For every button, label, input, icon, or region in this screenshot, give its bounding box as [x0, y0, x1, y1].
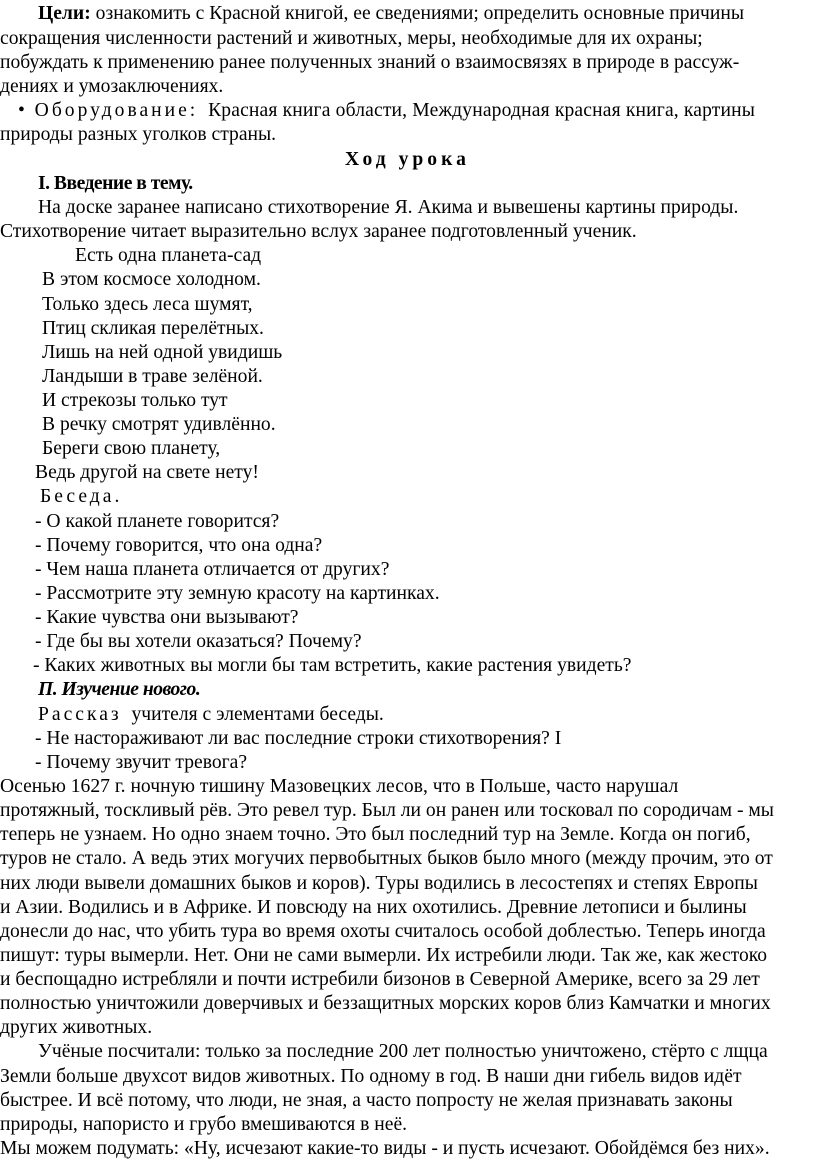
paragraph-2-line: быстрее. И всё потому, что люди, не зная, а часто попросту не желая признавать законы — [0, 1090, 733, 1111]
section-1-line-2: Стихотворение читает выразительно вслух заранее подготовленный ученик. — [0, 221, 637, 242]
equipment-line-2: природы разных уголков страны. — [0, 124, 277, 145]
question-item: - Где бы вы хотели оказаться? Почему? — [35, 631, 362, 652]
poem-line: Только здесь леса шумят, — [42, 294, 253, 315]
section-1-line-1: На доске заранее написано стихотворение Я. Акима и вывешены картины природы. — [38, 197, 739, 218]
poem-line: В речку смотрят удивлённо. — [42, 414, 276, 435]
paragraph-1-line: и беспощадно истребляли и почти истребили бизонов в Северной Америке, всего за 29 лет — [0, 969, 760, 990]
paragraph-1-line: туров не стало. А ведь этих могучих первобытных быков было много (между прочим, это от — [0, 848, 773, 869]
poem-line: Ландыши в траве зелёной. — [42, 366, 263, 387]
question-item: - Чем наша планета отличается от других? — [35, 559, 390, 580]
goals-line-2: сокращения численности растений и животных, меры, необходимые для их охраны; — [0, 28, 703, 49]
paragraph-1-line: протяжный, тоскливый рёв. Это ревел тур. Был ли он ранен или тосковал по сородичам - мы — [0, 800, 774, 821]
poem-line: Есть одна планета-сад — [75, 245, 262, 266]
poem-line: Береги свою планету, — [42, 438, 221, 459]
paragraph-1-line: них люди вывели домашних быков и коров). Туры водились в лесостепях и степях Европы — [0, 873, 758, 894]
poem-line: Лишь на ней одной увидишь — [42, 342, 283, 363]
question-item: - Почему говорится, что она одна? — [35, 535, 323, 556]
section-2-heading: П. Изучение нового. — [38, 679, 201, 700]
equipment-label: Оборудование: — [34, 100, 199, 121]
paragraph-2-line: природы, напористо и грубо вмешиваются в неё. — [0, 1114, 408, 1135]
lesson-title: Ход урока — [345, 149, 470, 170]
paragraph-1-line: других животных. — [0, 1017, 153, 1038]
paragraph-1-line: и Азии. Водились и в Африке. И повсюду на них охотились. Древние летописи и былины — [0, 897, 747, 918]
story-line: Рассказ учителя с элементами беседы. — [38, 704, 384, 725]
goals-line-1: Цели: ознакомить с Красной книгой, ее сведениями; определить основные причины — [38, 3, 745, 24]
question-item: - Почему звучит тревога? — [35, 752, 248, 773]
goals-line-3: побуждать к применению ранее полученных знаний о взаимосвязях в природе в рассуж- — [0, 52, 740, 73]
question-item: - Не настораживают ли вас последние строки стихотворения? I — [35, 728, 562, 749]
question-item: - Каких животных вы могли бы там встретить, какие растения увидеть? — [33, 655, 632, 676]
question-item: - Рассмотрите эту земную красоту на картинках. — [35, 583, 440, 604]
poem-line: Птиц скликая перелётных. — [42, 318, 264, 339]
paragraph-1-line: Осенью 1627 г. ночную тишину Мазовецких лесов, что в Польше, часто нарушал — [0, 776, 679, 797]
paragraph-3-line: Мы можем подумать: «Ну, исчезают какие-то виды - и пусть исчезают. Обойдёмся без них». — [0, 1138, 770, 1159]
poem-line: Ведь другой на свете нету! — [35, 462, 259, 483]
paragraph-2-line: Земли больше двухсот видов животных. По одному в год. В наши дни гибель видов идёт — [0, 1066, 742, 1087]
equipment-line-1: • Оборудование: Красная книга области, Международная красная книга, картины — [18, 100, 756, 121]
story-label: Рассказ — [38, 704, 122, 725]
paragraph-1-line: донесли до нас, что убить тура во время охоты считалось особой доблестью. Теперь иногда — [0, 921, 766, 942]
conversation-label: Беседа. — [40, 486, 123, 507]
paragraph-1-line: теперь не узнаем. Но одно знаем точно. Это был последний тур на Земле. Когда он погиб, — [0, 824, 751, 845]
bullet-icon: • — [18, 100, 25, 121]
poem-line: И стрекозы только тут — [42, 390, 228, 411]
paragraph-1-line: полностью уничтожили доверчивых и беззащитных морских коров близ Камчатки и многих — [0, 993, 771, 1014]
goals-line-4: дениях и умозаключениях. — [0, 76, 224, 97]
paragraph-1-line: пишут: туры вымерли. Нет. Они не сами вымерли. Их истребили люди. Так же, как жестоко — [0, 945, 768, 966]
question-item: - Какие чувства они вызывают? — [35, 607, 299, 628]
poem-line: В этом космосе холодном. — [42, 269, 261, 290]
section-1-heading: I. Введение в тему. — [38, 173, 193, 194]
paragraph-2-line: Учёные посчитали: только за последние 200 лет полностью уничтожено, стёрто с лщца — [38, 1041, 768, 1062]
goals-label: Цели: — [38, 3, 91, 24]
question-item: - О какой планете говорится? — [35, 511, 280, 532]
